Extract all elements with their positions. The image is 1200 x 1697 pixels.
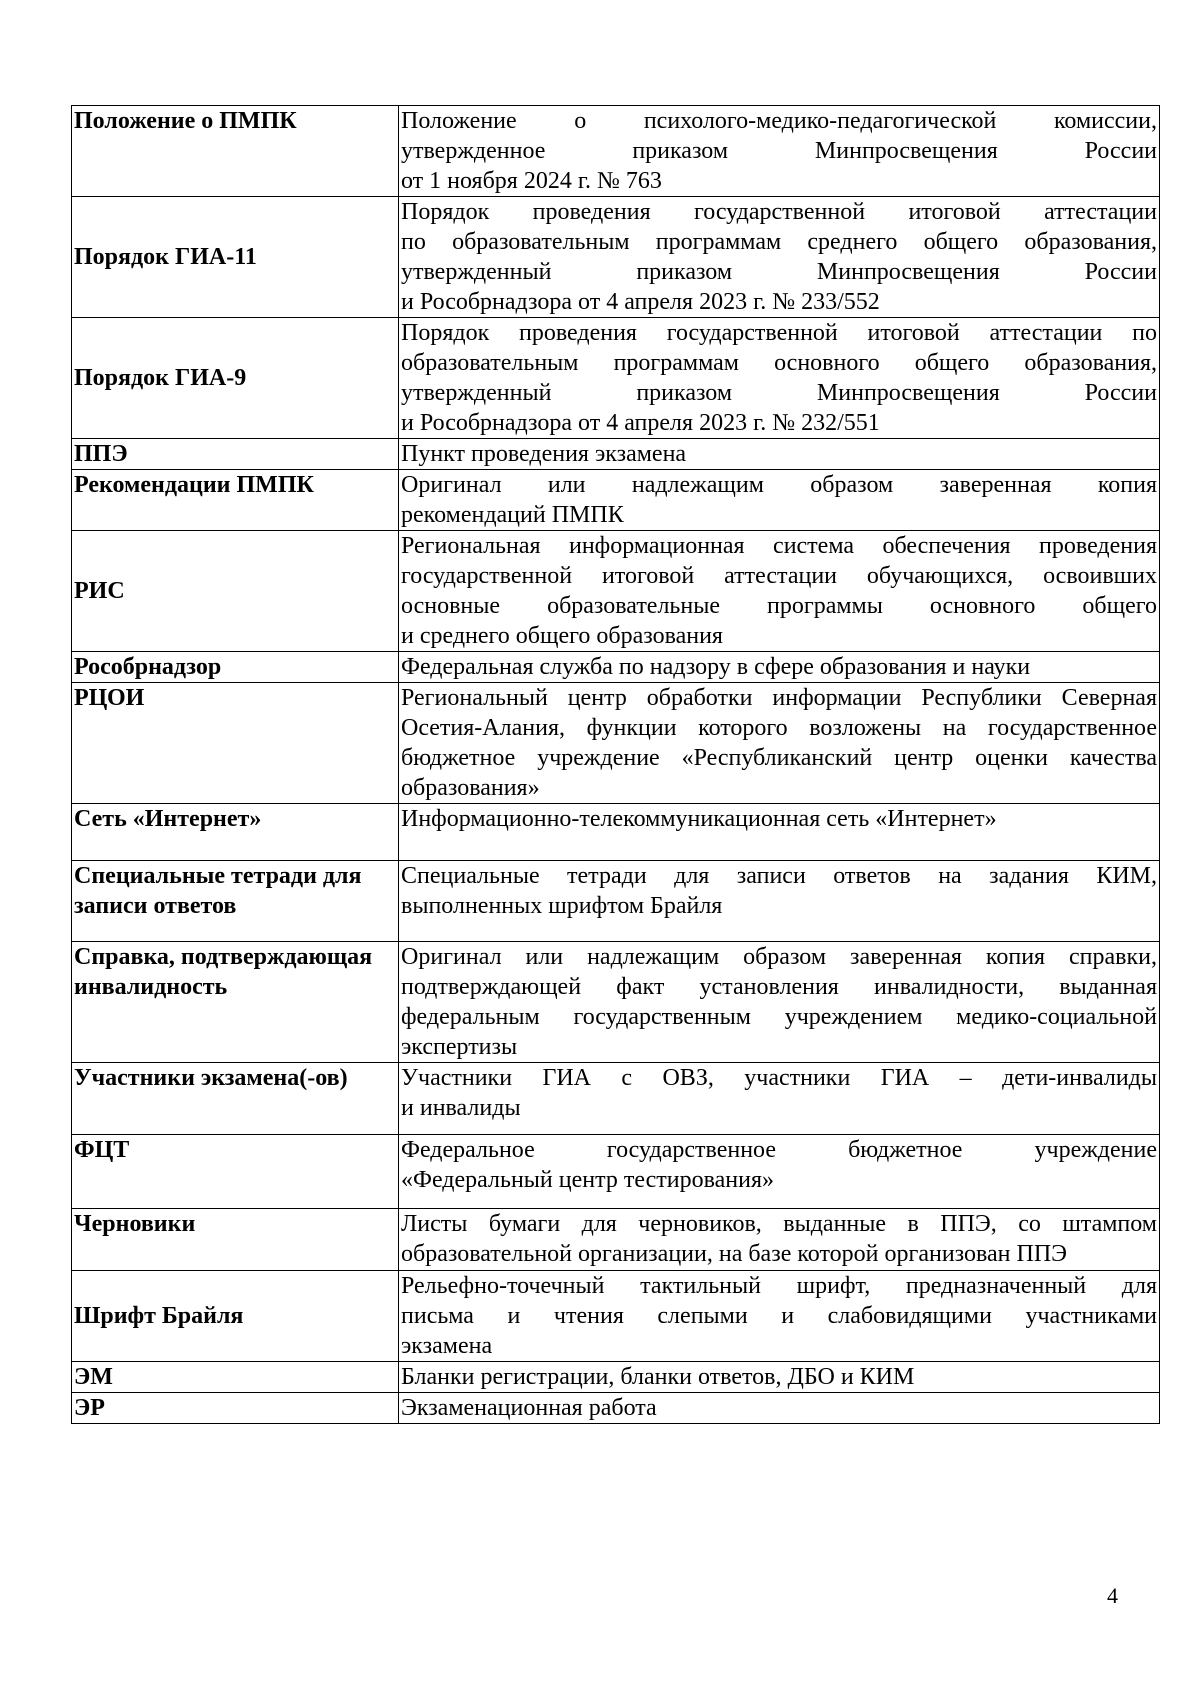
- term-text: ФЦТ: [74, 1137, 130, 1163]
- term-cell: [72, 531, 399, 652]
- table-row: [72, 942, 1160, 1063]
- definition-cell: [399, 531, 1160, 652]
- term-cell: [72, 861, 399, 942]
- definition-line: от 1 ноября 2024 г. № 763: [401, 168, 662, 194]
- term-text: Положение о ПМПК: [74, 108, 297, 134]
- definition-line: подтверждающей факт установления инвалидности, выданная: [401, 974, 1157, 1000]
- definition-line: Специальные тетради для записи ответов на задания КИМ,: [401, 863, 1157, 889]
- term-text: ЭР: [74, 1395, 105, 1421]
- definition-cell: [399, 804, 1160, 861]
- term-text: Рособрнадзор: [74, 654, 222, 680]
- definition-line: основные образовательные программы основного общего: [401, 593, 1157, 619]
- definition-line: экзамена: [401, 1333, 493, 1359]
- definition-line: Оригинал или надлежащим образом заверенная копия справки,: [401, 944, 1157, 970]
- term-cell: [72, 683, 399, 804]
- definition-line: выполненных шрифтом Брайля: [401, 893, 723, 919]
- term-cell: [72, 804, 399, 861]
- definition-line: Федеральная служба по надзору в сфере образования и науки: [401, 654, 1031, 680]
- term-text: Шрифт Брайля: [74, 1303, 244, 1329]
- term-text: Специальные тетради для: [74, 863, 362, 889]
- definition-line: Порядок проведения государственной итоговой аттестации: [401, 199, 1157, 225]
- term-text: Участники экзамена(-ов): [74, 1065, 348, 1091]
- term-text: ЭМ: [74, 1364, 113, 1390]
- definition-line: Рельефно-точечный тактильный шрифт, предназначенный для: [401, 1273, 1157, 1299]
- term-text: РИС: [74, 578, 125, 604]
- term-text: Сеть «Интернет»: [74, 806, 262, 832]
- term-text: записи ответов: [74, 893, 237, 919]
- glossary-table: [71, 105, 1160, 1424]
- term-text: Порядок ГИА-9: [74, 365, 247, 391]
- table-row: [72, 470, 1160, 531]
- definition-line: Пункт проведения экзамена: [401, 441, 687, 467]
- definition-line: Бланки регистрации, бланки ответов, ДБО и КИМ: [401, 1364, 915, 1390]
- term-cell: [72, 1393, 399, 1424]
- definition-line: утвержденное приказом Минпросвещения России: [401, 138, 1157, 164]
- definition-line: федеральным государственным учреждением медико-социальной: [401, 1004, 1157, 1030]
- definition-cell: [399, 318, 1160, 439]
- term-cell: [72, 1362, 399, 1393]
- term-cell: [72, 470, 399, 531]
- definition-cell: [399, 1209, 1160, 1271]
- definition-cell: [399, 861, 1160, 942]
- definition-line: образования»: [401, 775, 540, 801]
- definition-line: утвержденный приказом Минпросвещения России: [401, 259, 1157, 285]
- term-cell: [72, 197, 399, 318]
- term-cell: [72, 1063, 399, 1135]
- term-cell: [72, 1209, 399, 1271]
- definition-cell: [399, 1271, 1160, 1362]
- term-cell: [72, 106, 399, 197]
- table-row: [72, 439, 1160, 470]
- definition-cell: [399, 197, 1160, 318]
- table-row: [72, 804, 1160, 861]
- definition-line: и среднего общего образования: [401, 623, 723, 649]
- table-row: [72, 861, 1160, 942]
- table-row: [72, 106, 1160, 197]
- definition-line: образовательной организации, на базе которой организован ППЭ: [401, 1241, 1068, 1267]
- definition-line: Федеральное государственное бюджетное учреждение: [401, 1137, 1157, 1163]
- definition-line: экспертизы: [401, 1034, 518, 1060]
- table-row: [72, 652, 1160, 683]
- definition-line: Региональный центр обработки информации Республики Северная: [401, 685, 1157, 711]
- term-cell: [72, 318, 399, 439]
- definition-cell: [399, 652, 1160, 683]
- table-row: [72, 1063, 1160, 1135]
- definition-line: Участники ГИА с ОВЗ, участники ГИА – дети-инвалиды: [401, 1065, 1157, 1091]
- definition-line: утвержденный приказом Минпросвещения России: [401, 380, 1157, 406]
- term-text: ППЭ: [74, 441, 128, 467]
- definition-cell: [399, 1135, 1160, 1209]
- table-row: [72, 683, 1160, 804]
- definition-line: и Рособрнадзора от 4 апреля 2023 г. № 232/551: [401, 410, 880, 436]
- definition-line: государственной итоговой аттестации обучающихся, освоивших: [401, 563, 1157, 589]
- definition-cell: [399, 106, 1160, 197]
- table-row: [72, 1393, 1160, 1424]
- term-cell: [72, 439, 399, 470]
- definition-cell: [399, 439, 1160, 470]
- term-cell: [72, 652, 399, 683]
- term-text: инвалидность: [74, 974, 228, 1000]
- definition-cell: [399, 1063, 1160, 1135]
- definition-cell: [399, 942, 1160, 1063]
- term-text: Порядок ГИА-11: [74, 244, 257, 270]
- table-row: [72, 318, 1160, 439]
- table-row: [72, 1271, 1160, 1362]
- definition-cell: [399, 1393, 1160, 1424]
- table-row: [72, 1362, 1160, 1393]
- table-row: [72, 1209, 1160, 1271]
- term-cell: [72, 1271, 399, 1362]
- term-text: Черновики: [74, 1211, 196, 1237]
- definition-line: Региональная информационная система обеспечения проведения: [401, 533, 1157, 559]
- definition-line: и Рособрнадзора от 4 апреля 2023 г. № 233/552: [401, 289, 880, 315]
- table-row: [72, 197, 1160, 318]
- definition-line: рекомендаций ПМПК: [401, 502, 624, 528]
- definition-line: образовательным программам основного общего образования,: [401, 350, 1157, 376]
- term-cell: [72, 1135, 399, 1209]
- term-cell: [72, 942, 399, 1063]
- definition-line: Порядок проведения государственной итоговой аттестации по: [401, 320, 1157, 346]
- term-text: Рекомендации ПМПК: [74, 472, 314, 498]
- table-row: [72, 1135, 1160, 1209]
- definition-cell: [399, 683, 1160, 804]
- definition-line: Осетия-Алания, функции которого возложены на государственное: [401, 715, 1157, 741]
- definition-line: Экзаменационная работа: [401, 1395, 657, 1421]
- definition-line: «Федеральный центр тестирования»: [401, 1167, 774, 1193]
- definition-line: Положение о психолого-медико-педагогической комиссии,: [401, 108, 1157, 134]
- definition-line: и инвалиды: [401, 1095, 521, 1121]
- definition-line: Оригинал или надлежащим образом заверенная копия: [401, 472, 1157, 498]
- table-row: [72, 531, 1160, 652]
- term-text: РЦОИ: [74, 685, 145, 711]
- definition-line: письма и чтения слепыми и слабовидящими участниками: [401, 1303, 1157, 1329]
- definition-line: по образовательным программам среднего общего образования,: [401, 229, 1157, 255]
- definition-line: Листы бумаги для черновиков, выданные в ППЭ, со штампом: [401, 1211, 1157, 1237]
- term-text: Справка, подтверждающая: [74, 944, 373, 970]
- definition-line: Информационно-телекоммуникационная сеть «Интернет»: [401, 806, 997, 832]
- definition-line: бюджетное учреждение «Республиканский центр оценки качества: [401, 745, 1157, 771]
- definition-cell: [399, 1362, 1160, 1393]
- definition-cell: [399, 470, 1160, 531]
- page-number: 4: [1107, 1583, 1118, 1608]
